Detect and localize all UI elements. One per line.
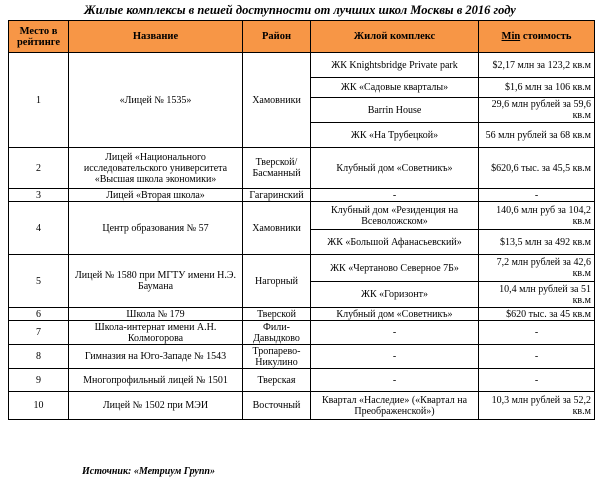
rank-cell: 6	[9, 308, 69, 321]
rank-cell: 9	[9, 369, 69, 392]
header-price	[479, 21, 595, 53]
school-name-cell: Школа № 179	[69, 308, 243, 321]
district-cell: Фили-Давыдково	[243, 321, 311, 345]
header-complex: Жилой комплекс	[311, 21, 479, 53]
table-row	[9, 392, 595, 420]
table-row	[9, 345, 595, 369]
table-row	[9, 202, 595, 230]
rank-cell: 7	[9, 321, 69, 345]
price-cell: -	[479, 189, 595, 202]
complex-cell: -	[311, 345, 479, 369]
header-rank: Место в рейтинге	[9, 21, 69, 53]
price-cell: $2,17 млн за 123,2 кв.м	[479, 53, 595, 78]
table-row	[9, 189, 595, 202]
header-name: Название	[69, 21, 243, 53]
table-body	[9, 53, 595, 420]
table-row	[9, 321, 595, 345]
school-name-cell: Лицей «Национального исследовательского университета «Высшая школа экономики»	[69, 148, 243, 189]
complex-cell: Клубный дом «Советникъ»	[311, 308, 479, 321]
complex-cell: Квартал «Наследие» («Квартал на Преображенской»)	[311, 392, 479, 420]
district-cell: Тверской/ Басманный	[243, 148, 311, 189]
complex-cell: ЖК «Чертаново Северное 7Б»	[311, 255, 479, 282]
district-cell: Хамовники	[243, 202, 311, 255]
price-cell: $13,5 млн за 492 кв.м	[479, 230, 595, 255]
complex-cell: ЖК «На Трубецкой»	[311, 123, 479, 148]
price-cell: -	[479, 345, 595, 369]
header-row	[9, 21, 595, 53]
price-cell: -	[479, 369, 595, 392]
complex-cell: Клубный дом «Советникъ»	[311, 148, 479, 189]
table-row	[9, 255, 595, 282]
district-cell: Восточный	[243, 392, 311, 420]
table-row	[9, 369, 595, 392]
rank-cell: 10	[9, 392, 69, 420]
complex-cell: -	[311, 369, 479, 392]
schools-table	[8, 20, 595, 420]
rank-cell: 4	[9, 202, 69, 255]
district-cell: Тверской	[243, 308, 311, 321]
price-cell: 140,6 млн руб за 104,2 кв.м	[479, 202, 595, 230]
school-name-cell: Школа-интернат имени А.Н. Колмогорова	[69, 321, 243, 345]
price-cell: 7,2 млн рублей за 42,6 кв.м	[479, 255, 595, 282]
school-name-cell: Гимназия на Юго-Западе № 1543	[69, 345, 243, 369]
price-cell: 29,6 млн рублей за 59,6 кв.м	[479, 98, 595, 123]
price-cell: 10,3 млн рублей за 52,2 кв.м	[479, 392, 595, 420]
school-name-cell: Лицей № 1502 при МЭИ	[69, 392, 243, 420]
school-name-cell: «Лицей № 1535»	[69, 53, 243, 148]
district-cell: Хамовники	[243, 53, 311, 148]
rank-cell: 2	[9, 148, 69, 189]
price-cell: $620,6 тыс. за 45,5 кв.м	[479, 148, 595, 189]
table-row	[9, 148, 595, 189]
price-cell: -	[479, 321, 595, 345]
district-cell: Тропарево-Никулино	[243, 345, 311, 369]
rank-cell: 8	[9, 345, 69, 369]
header-price-suffix: стоимость	[520, 31, 572, 42]
rank-cell: 1	[9, 53, 69, 148]
price-cell: 56 млн рублей за 68 кв.м	[479, 123, 595, 148]
complex-cell: Barrin House	[311, 98, 479, 123]
price-cell: $1,6 млн за 106 кв.м	[479, 78, 595, 98]
price-cell: $620 тыс. за 45 кв.м	[479, 308, 595, 321]
district-cell: Гагаринский	[243, 189, 311, 202]
complex-cell: ЖК «Большой Афанасьевский»	[311, 230, 479, 255]
school-name-cell: Лицей № 1580 при МГТУ имени Н.Э. Баумана	[69, 255, 243, 308]
complex-cell: Клубный дом «Резиденция на Всеволожском»	[311, 202, 479, 230]
complex-cell: -	[311, 321, 479, 345]
school-name-cell: Многопрофильный лицей № 1501	[69, 369, 243, 392]
district-cell: Нагорный	[243, 255, 311, 308]
complex-cell: ЖК Knightsbridge Private park	[311, 53, 479, 78]
school-name-cell: Лицей «Вторая школа»	[69, 189, 243, 202]
complex-cell: -	[311, 189, 479, 202]
school-name-cell: Центр образования № 57	[69, 202, 243, 255]
rank-cell: 5	[9, 255, 69, 308]
table-title: Жилые комплексы в пешей доступности от лучших школ Москвы в 2016 году	[84, 3, 516, 17]
price-cell: 10,4 млн рублей за 51 кв.м	[479, 282, 595, 308]
district-cell: Тверская	[243, 369, 311, 392]
header-price-prefix: Min	[501, 31, 521, 42]
table-row	[9, 308, 595, 321]
complex-cell: ЖК «Горизонт»	[311, 282, 479, 308]
complex-cell: ЖК «Садовые кварталы»	[311, 78, 479, 98]
header-district: Район	[243, 21, 311, 53]
rank-cell: 3	[9, 189, 69, 202]
source-note: Источник: «Метриум Групп»	[82, 466, 215, 477]
table-row	[9, 53, 595, 78]
